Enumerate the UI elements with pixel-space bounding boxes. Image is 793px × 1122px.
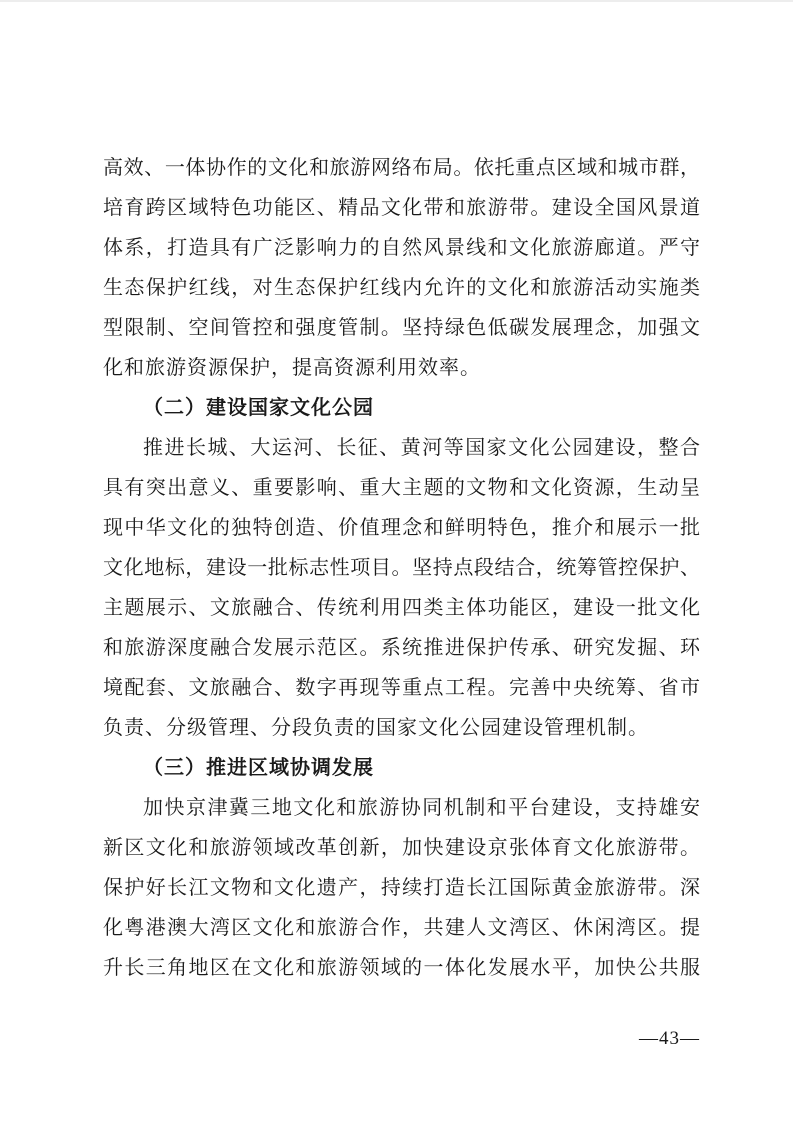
text-line: 生态保护红线，对生态保护红线内允许的文化和旅游活动实施类 (103, 277, 700, 299)
text-line: 境配套、文旅融合、数字再现等重点工程。完善中央统筹、省市 (103, 677, 700, 699)
text-line: 高效、一体协作的文化和旅游网络布局。依托重点区域和城市群， (103, 157, 700, 179)
text-line: 化粤港澳大湾区文化和旅游合作，共建人文湾区、休闲湾区。提 (103, 917, 700, 939)
text-line: 和旅游深度融合发展示范区。系统推进保护传承、研究发掘、环 (103, 637, 700, 659)
text-line: 文化地标，建设一批标志性项目。坚持点段结合，统筹管控保护、 (103, 557, 700, 579)
text-line: 现中华文化的独特创造、价值理念和鲜明特色，推介和展示一批 (103, 517, 700, 539)
text-line: 加快京津冀三地文化和旅游协同机制和平台建设，支持雄安 (143, 797, 700, 819)
page-number: —43— (639, 1028, 700, 1049)
text-line: 保护好长江文物和文化遗产，持续打造长江国际黄金旅游带。深 (103, 877, 700, 899)
text-line: 负责、分级管理、分段负责的国家文化公园建设管理机制。 (103, 717, 649, 739)
text-line: 化和旅游资源保护，提高资源利用效率。 (103, 357, 481, 379)
text-line: 培育跨区域特色功能区、精品文化带和旅游带。建设全国风景道 (103, 197, 700, 219)
section-heading-3: （三）推进区域协调发展 (143, 757, 374, 779)
text-line: 主题展示、文旅融合、传统利用四类主体功能区，建设一批文化 (103, 597, 700, 619)
text-line: 升长三角地区在文化和旅游领域的一体化发展水平，加快公共服 (103, 957, 700, 979)
text-line: 推进长城、大运河、长征、黄河等国家文化公园建设，整合 (143, 437, 700, 459)
section-heading-2: （二）建设国家文化公园 (143, 397, 374, 419)
document-body (103, 148, 700, 988)
text-line: 新区文化和旅游领域改革创新，加快建设京张体育文化旅游带。 (103, 837, 700, 859)
text-line: 具有突出意义、重要影响、重大主题的文物和文化资源，生动呈 (103, 477, 700, 499)
text-line: 体系，打造具有广泛影响力的自然风景线和文化旅游廊道。严守 (103, 237, 700, 259)
text-line: 型限制、空间管控和强度管制。坚持绿色低碳发展理念，加强文 (103, 317, 700, 339)
